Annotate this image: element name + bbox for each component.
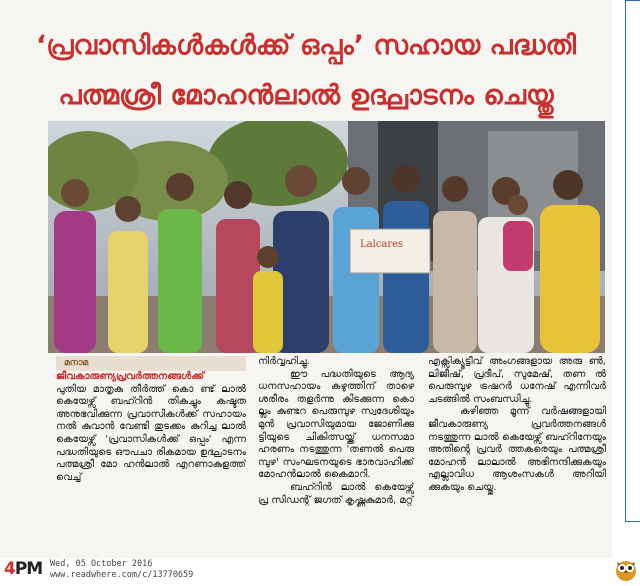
headline-line-1: ‘പ്രവാസികൾകൾക്ക് ഒപ്പം’ സഹായ പദ്ധതി — [35, 30, 577, 61]
dateline-kicker: മനാമ — [56, 356, 246, 371]
adjacent-article-edge — [625, 0, 640, 522]
paragraph: നിർവ്വഹിച്ചു. — [258, 356, 310, 367]
article-column-3 — [428, 356, 606, 495]
edition-url[interactable]: www.readwhere.com/c/13770659 — [50, 570, 194, 580]
headline-line-2: പത്മശ്രീ മോഹൻലാൽ ഉദ്ഘാടനം ചെയ്തു — [58, 80, 554, 111]
article-column-2 — [258, 356, 414, 507]
paragraph: എക്സിക്യൂട്ടീവ് അംഗങ്ങളായ അരു ൺ, ലിജീഷ്, പ്രദീപ്, സുമേഷ്, തണ ൽ പെരുമ്പുഴ ട്രഷറർ ധനേഷ് എന്നിവർ ചടങ്ങിൽ സംബന്ധിച്ചു. — [428, 356, 606, 405]
logo-letters: PM — [14, 559, 43, 579]
article-column-1 — [56, 367, 246, 484]
owl-icon — [614, 556, 638, 582]
article-subhead: ജീവകാരുണ്യപ്രവർത്തനങ്ങൾക്ക് — [56, 371, 205, 382]
paragraph: കഴിഞ്ഞ മൂന്ന് വർഷങ്ങളായി ജീവകാരുണ്യ പ്രവർത്തനങ്ങൾ നടത്തുന്ന ലാൽ കെയേഴ്സ് ബഹ്റിനേയും അതിന്റെ പ്രവർ ത്തകരെയും പത്മശ്രീ മോഹൻ ലാലാൽ അഭിനന്ദിക്കുകയും എല്ലാവിധ ആശംസകൾ അറിയി ക്കുകയും ചെയ്തു. — [428, 406, 606, 493]
paragraph: പുതിയ മാതൃക തീർത്ത് കൊ ണ്ട് ലാൽ കെയേഴ്സ് ബഹ്റിൻ തികച്ചും കഷ്ടത അനുഭവിക്കുന്ന പ്രവാസികൾക്ക് സഹായം നൽ കുവാൻ വേണ്ടി തുടക്കം കുറിച്ച ലാൽ കെയേഴ്സ് 'പ്രവാസികൾക്ക് ഒപ്പം' എന്ന പദ്ധതിയുടെ ഔപചാ രികമായ ഉദ്ഘാടനം പത്മശ്രീ മോ ഹൻലാൽ എറണാകുളത്ത് വെച്ച് — [56, 383, 246, 483]
publisher-logo[interactable] — [4, 559, 46, 581]
paragraph: ബഹ്റിൻ ലാൽ കെയേഴ്സ് പ്ര സിഡന്റ് ജഗത് കൃഷ്ണകുമാർ, മറ്റ് — [258, 481, 414, 506]
paragraph: ഈ പദ്ധതിയുടെ ആദ്യ ധനസഹായം കഴുത്തിന് താഴെ ശരീരം തളർന്നു കിടക്കുന്ന കൊ ല്ലം കുണ്ടറ പെരുമ്പുഴ സ്വദേശിയും മുൻ പ്രവാസിയുമായ ജോണിക്കു ട്ടിയുടെ ചികിത്സയ്ക്ക് ധനസമാ ഹരണം നടത്തുന്ന 'തണൽ പെരു മ്പുഴ' സംഘടനയുടെ ഭാരവാഹിക്ക് മോഹൻലാൽ കൈമാറി. — [258, 368, 414, 481]
group-photo — [48, 121, 605, 353]
banner-text: Lalcares — [360, 239, 404, 250]
edition-date: Wed, 05 October 2016 — [50, 559, 153, 569]
logo-digit: 4 — [4, 559, 15, 579]
